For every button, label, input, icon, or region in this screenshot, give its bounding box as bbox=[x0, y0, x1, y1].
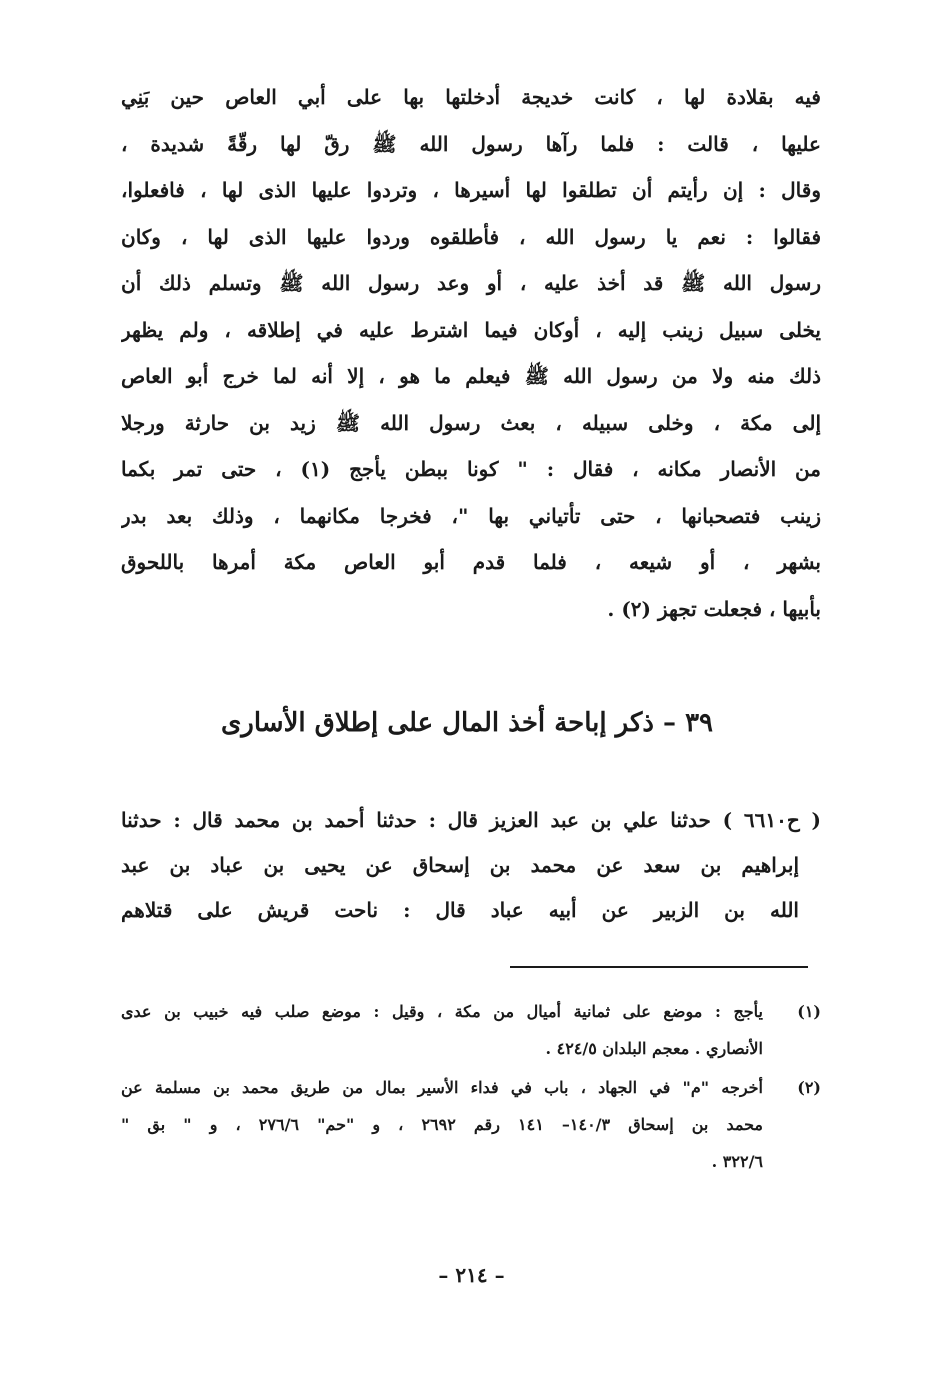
page-number: – ٢١٤ – bbox=[438, 1263, 505, 1287]
footnote-text bbox=[121, 1069, 763, 1180]
main-text-line: وقال : إن رأيتم أن تطلقوا لها أسيرها ، وتردوا عليها الذى لها ، فافعلوا، bbox=[121, 178, 821, 202]
footnote-text bbox=[121, 993, 763, 1067]
main-text-line: عليها ، قالت : فلما رآها رسول الله ﷺ رقّ لها رقّةً شديدة ، bbox=[121, 131, 821, 156]
footnote-line: الأنصاري . معجم البلدان ٤٢٤/٥ . bbox=[545, 1039, 763, 1058]
hadith-line: إبراهيم بن سعد عن محمد بن إسحاق عن يحيى بن عباد بن عبد bbox=[121, 853, 799, 877]
footnote-line: محمد بن إسحاق ١٤٠/٣– ١٤١ رقم ٢٦٩٢ ، و "حم" ٢٧٦/٦ ، و " بق " bbox=[121, 1115, 763, 1134]
main-text-line: بأبيها ، فجعلت تجهز (٢) . bbox=[607, 596, 821, 621]
main-text-line: إلى مكة ، وخلى سبيله ، بعث رسول الله ﷺ زيد بن حارثة ورجلا bbox=[121, 410, 821, 435]
footnote-line: يأجج : موضع على ثمانية أميال من مكة ، وقيل : موضع صلب فيه خبيب بن عدى bbox=[121, 1002, 763, 1021]
main-text-line: من الأنصار مكانه ، فقال : " كونا ببطن يأجج (١) ، حتى تمر بكما bbox=[121, 457, 821, 481]
hadith-line: ( ح٦٦١٠ ) حدثنا علي بن عبد العزيز قال : حدثنا أحمد بن محمد قال : حدثنا bbox=[121, 808, 821, 832]
main-text-line: رسول الله ﷺ قد أخذ عليه ، أو وعد رسول الله ﷺ وتسلم ذلك أن bbox=[121, 271, 821, 295]
main-text-line: يخلى سبيل زينب إليه ، أوكان فيما اشترط عليه في إطلاقه ، ولم يظهر bbox=[121, 317, 821, 342]
section-heading: ٣٩ – ذكر إباحة أخذ المال على إطلاق الأسارى bbox=[220, 708, 713, 738]
footnote-2 bbox=[121, 1069, 821, 1180]
main-text-line: بشهر ، أو شيعه ، فلما قدم أبو العاص مكة أمرها باللحوق bbox=[121, 550, 821, 574]
footnote-number: (١) bbox=[797, 1002, 821, 1021]
footnote-line: ٣٢٢/٦ . bbox=[711, 1152, 763, 1171]
main-text-block bbox=[121, 74, 821, 632]
hadith-text-block bbox=[121, 798, 821, 933]
footnote-separator bbox=[510, 966, 808, 968]
footnote-number: (٢) bbox=[797, 1078, 821, 1097]
main-text-line: فيه بقلادة لها ، كانت خديجة أدخلتها بها على أبي العاص حين بَنِي bbox=[121, 85, 821, 109]
footnotes bbox=[121, 993, 821, 1182]
footnote-line: أخرجه "م" في الجهاد ، باب في فداء الأسير بمال من طريق محمد بن مسلمة عن bbox=[121, 1078, 763, 1097]
main-text-line: ذلك منه ولا من رسول الله ﷺ فيعلم ما هو ، إلا أنه لما خرج أبو العاص bbox=[121, 364, 821, 388]
main-text-line: زينب فتصحبانها ، حتى تأتياني بها "، فخرجا مكانهما ، وذلك بعد بدر bbox=[121, 503, 821, 528]
hadith-line: الله بن الزبير عن أبيه عباد قال : ناحت قريش على قتلاهم bbox=[121, 898, 799, 922]
main-text-line: فقالوا : نعم يا رسول الله ، فأطلقوه وردوا عليها الذى لها ، وكان bbox=[121, 224, 821, 249]
footnote-1 bbox=[121, 993, 821, 1067]
